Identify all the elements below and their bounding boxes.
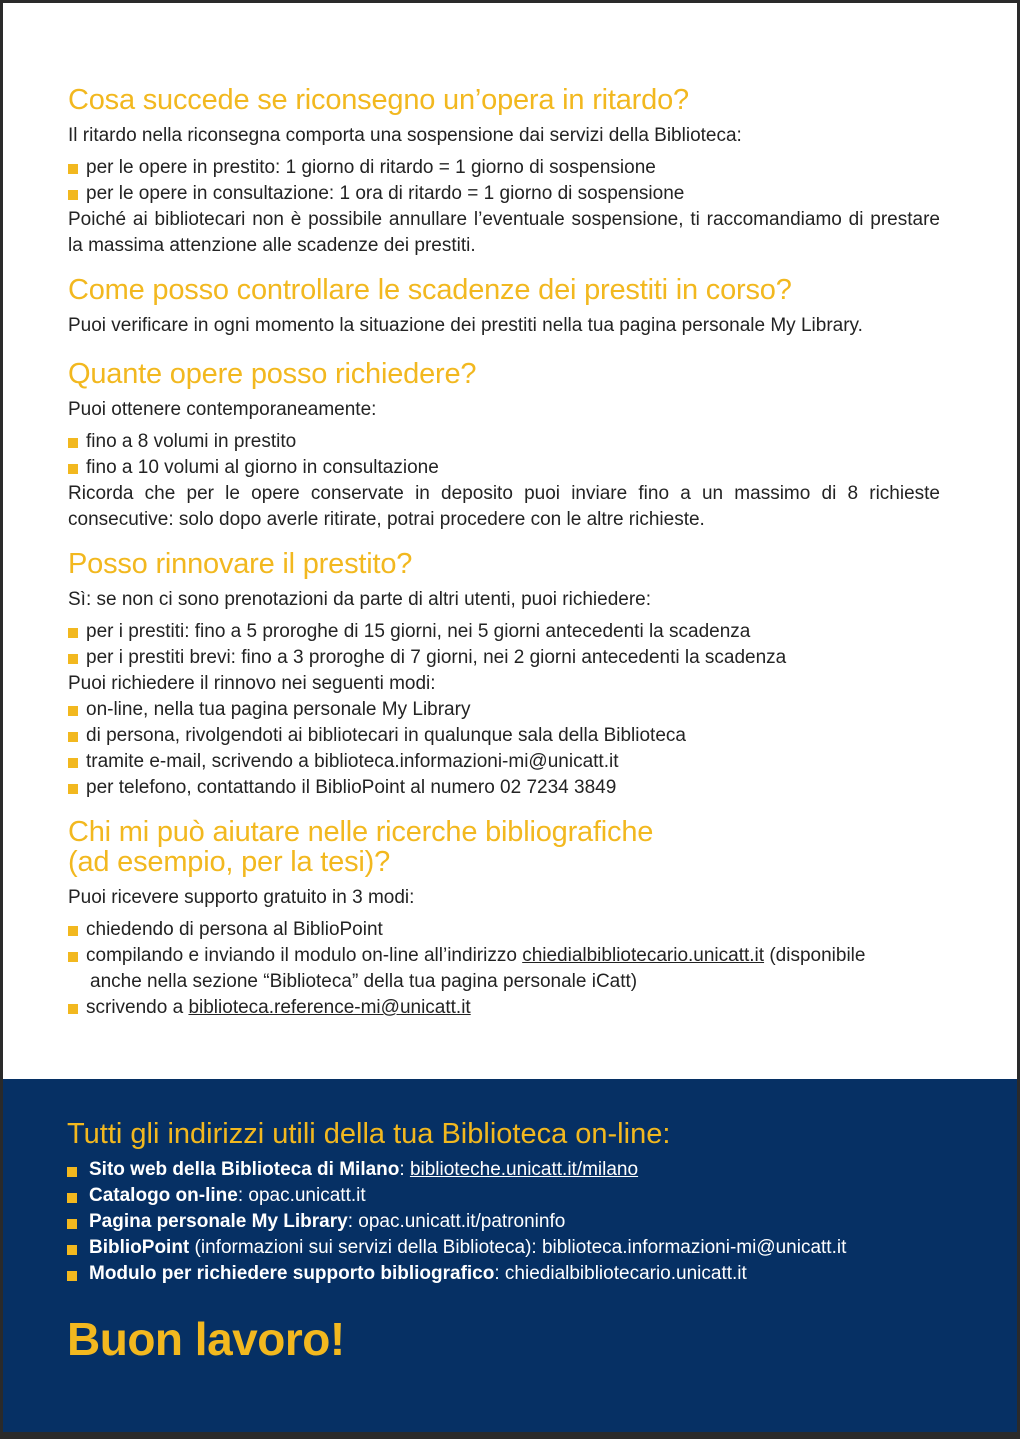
list-item: Catalogo on-line: opac.unicatt.it [67, 1183, 967, 1209]
list-item: per i prestiti brevi: fino a 3 proroghe di 7 giorni, nei 2 giorni antecedenti la scadenza [68, 645, 940, 671]
section-title: Posso rinnovare il prestito? [68, 548, 413, 580]
bullet-square-icon [68, 190, 78, 200]
document-page [3, 3, 1017, 1432]
section-intro: Puoi verificare in ogni momento la situazione dei prestiti nella tua pagina personale My Library. [68, 315, 863, 336]
bullet-square-icon [67, 1167, 77, 1177]
bullet-square-icon [68, 758, 78, 768]
useful-links-list [67, 1157, 967, 1287]
faq-content [68, 85, 940, 1037]
bullet-square-icon [68, 464, 78, 474]
bullet-square-icon [68, 654, 78, 664]
bullet-square-icon [68, 1004, 78, 1014]
bullet-square-icon [67, 1219, 77, 1229]
closing-message: Buon lavoro! [67, 1313, 345, 1365]
bullet-square-icon [67, 1193, 77, 1203]
bullet-square-icon [68, 732, 78, 742]
section-title: Chi mi può aiutare nelle ricerche bibliografiche (ad esempio, per la tesi)? [68, 816, 654, 878]
bullet-square-icon [68, 706, 78, 716]
list-item: on-line, nella tua pagina personale My Library [68, 697, 940, 723]
bullet-square-icon [68, 438, 78, 448]
catalog-link[interactable]: opac.unicatt.it [248, 1185, 366, 1206]
faq-renew-loan [68, 549, 940, 801]
bullet-square-icon [68, 628, 78, 638]
list-item: fino a 10 volumi al giorno in consultazione [68, 455, 940, 481]
bullet-square-icon [68, 164, 78, 174]
faq-check-deadlines [68, 275, 940, 339]
faq-bibliographic-help [68, 817, 940, 1021]
list-item: di persona, rivolgendoti ai bibliotecari in qualunque sala della Biblioteca [68, 723, 940, 749]
bullet-square-icon [67, 1245, 77, 1255]
list-item: Pagina personale My Library: opac.unicatt.it/patroninfo [67, 1209, 967, 1235]
faq-late-return [68, 85, 940, 259]
website-link[interactable]: biblioteche.unicatt.it/milano [409, 1159, 639, 1180]
list-item: BiblioPoint (informazioni sui servizi della Biblioteca): biblioteca.informazioni-mi@unicatt.it [67, 1235, 967, 1261]
list-item: Modulo per richiedere supporto bibliografico: chiedialbibliotecario.unicatt.it [67, 1261, 967, 1287]
section-intro: Puoi ricevere supporto gratuito in 3 modi: [68, 887, 415, 908]
section-intro: Sì: se non ci sono prenotazioni da parte di altri utenti, puoi richiedere: [68, 589, 652, 610]
list-item: Sito web della Biblioteca di Milano: biblioteche.unicatt.it/milano [67, 1157, 967, 1183]
list-item: per i prestiti: fino a 5 proroghe di 15 giorni, nei 5 giorni antecedenti la scadenza [68, 619, 940, 645]
bullet-list [68, 429, 940, 481]
chiedi-link[interactable]: chiedialbibliotecario.unicatt.it [522, 945, 765, 966]
bullet-square-icon [68, 784, 78, 794]
section-title: Cosa succede se riconsegno un’opera in ritardo? [68, 84, 689, 116]
list-item: scrivendo a biblioteca.reference-mi@unicatt.it [68, 995, 940, 1021]
bullet-list [68, 619, 940, 671]
list-item: fino a 8 volumi in prestito [68, 429, 940, 455]
section-note: Puoi richiedere il rinnovo nei seguenti modi: [68, 673, 436, 694]
list-item: compilando e inviando il modulo on-line all’indirizzo chiedialbibliotecario.unicatt.it (disponibile anche nella sezione “Biblioteca” della tua pagina personale iCatt) [68, 943, 940, 995]
list-item: per le opere in prestito: 1 giorno di ritardo = 1 giorno di sospensione [68, 155, 940, 181]
list-item: per telefono, contattando il BiblioPoint al numero 02 7234 3849 [68, 775, 940, 801]
bullet-list [68, 155, 940, 207]
section-note: Ricorda che per le opere conservate in deposito puoi inviare fino a un massimo di 8 richieste consecutive: solo dopo averle ritirate, potrai procedere con le altre richieste. [68, 483, 940, 530]
section-intro: Il ritardo nella riconsegna comporta una sospensione dai servizi della Biblioteca: [68, 125, 742, 146]
my-library-link[interactable]: opac.unicatt.it/patroninfo [358, 1211, 566, 1232]
section-title: Come posso controllare le scadenze dei prestiti in corso? [68, 274, 792, 306]
list-item: chiedendo di persona al BiblioPoint [68, 917, 940, 943]
faq-how-many-items [68, 359, 940, 533]
list-item: per le opere in consultazione: 1 ora di ritardo = 1 giorno di sospensione [68, 181, 940, 207]
renew-methods-list [68, 697, 940, 801]
section-intro: Puoi ottenere contemporaneamente: [68, 399, 377, 420]
section-title: Quante opere posso richiedere? [68, 358, 477, 390]
bullet-list [68, 917, 940, 1021]
section-note: Poiché ai bibliotecari non è possibile annullare l’eventuale sospensione, ti raccomandiamo di prestare la massima attenzione alle scadenze dei prestiti. [68, 209, 940, 256]
list-item: tramite e-mail, scrivendo a biblioteca.informazioni-mi@unicatt.it [68, 749, 940, 775]
reference-email-link[interactable]: biblioteca.reference-mi@unicatt.it [188, 997, 471, 1018]
bullet-square-icon [67, 1271, 77, 1281]
bullet-square-icon [68, 952, 78, 962]
support-form-link[interactable]: chiedialbibliotecario.unicatt.it [504, 1263, 747, 1284]
useful-links-panel [3, 1079, 1017, 1432]
footer-title: Tutti gli indirizzi utili della tua Biblioteca on-line: [67, 1118, 671, 1150]
bibliopoint-email-link[interactable]: biblioteca.informazioni-mi@unicatt.it [541, 1237, 847, 1258]
bullet-square-icon [68, 926, 78, 936]
